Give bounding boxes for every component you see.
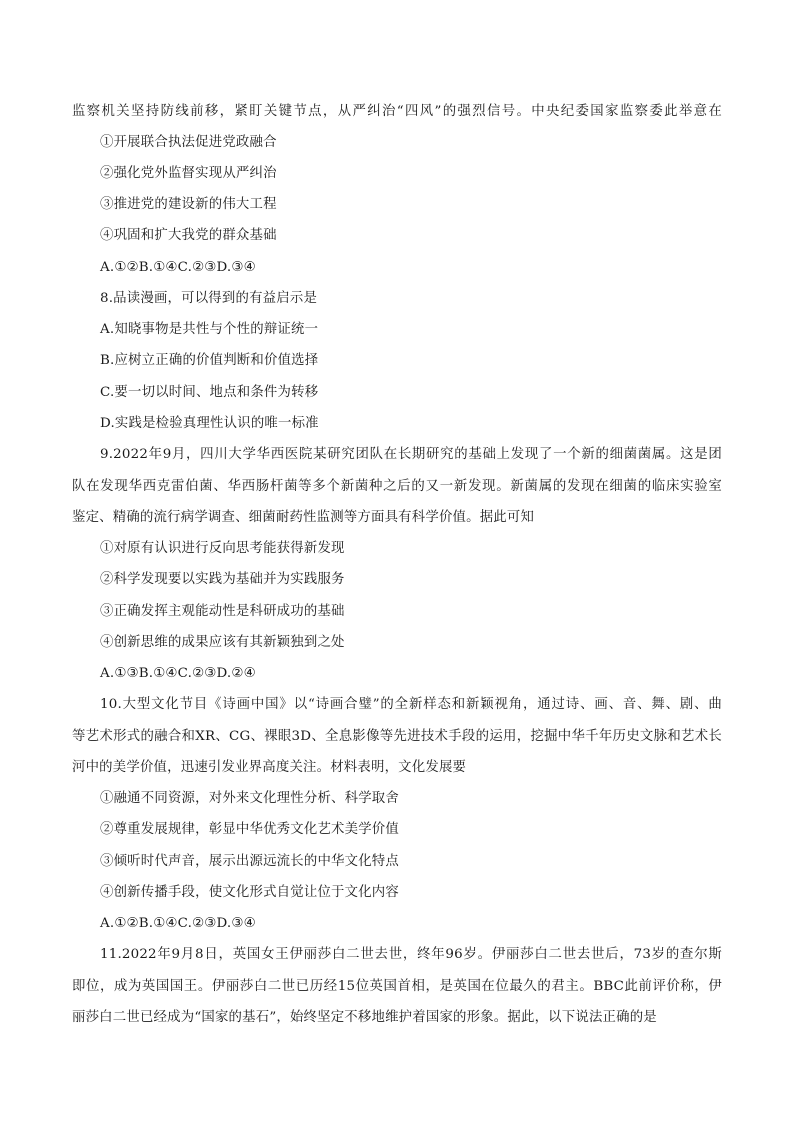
- q9-option-4: ④创新思维的成果应该有其新颖独到之处: [100, 635, 345, 650]
- q7-option-1: ①开展联合执法促进党政融合: [100, 135, 277, 150]
- q8-option-a: A.知晓事物是共性与个性的辩证统一: [100, 322, 319, 337]
- q7-option-2: ②强化党外监督实现从严纠治: [100, 166, 277, 181]
- q9-stem-line-2: 队在发现华西克雷伯菌、华西肠杆菌等多个新菌种之后的又一新发现。新菌属的发现在细菌的临床实验室: [72, 479, 722, 494]
- q9-answer-choices: A.①③B.①④C.②③D.②④: [100, 666, 256, 681]
- q7-option-4: ④巩固和扩大我党的群众基础: [100, 228, 277, 243]
- q10-stem-line-1: 10.大型文化节目《诗画中国》以“诗画合璧”的全新样态和新颖视角，通过诗、画、音、舞、剧、曲: [100, 697, 722, 712]
- q11-stem-line-2: 即位，成为英国国王。伊丽莎白二世已历经15位英国首相，是英国在位最久的君主。BBC此前评价称，伊: [72, 979, 722, 994]
- q8-stem: 8.品读漫画，可以得到的有益启示是: [100, 291, 318, 306]
- q10-option-2: ②尊重发展规律，彰显中华优秀文化艺术美学价值: [100, 822, 399, 837]
- q10-option-1: ①融通不同资源，对外来文化理性分析、科学取舍: [100, 791, 399, 806]
- q8-option-b: B.应树立正确的价值判断和价值选择: [100, 353, 319, 368]
- q10-option-3: ③倾听时代声音，展示出源远流长的中华文化特点: [100, 854, 399, 869]
- q10-option-4: ④创新传播手段，使文化形式自觉让位于文化内容: [100, 885, 399, 900]
- q10-stem-line-2: 等艺术形式的融合和XR、CG、裸眼3D、全息影像等先进技术手段的运用，挖掘中华千年历史文脉和艺术长: [72, 729, 722, 744]
- q8-option-d: D.实践是检验真理性认识的唯一标准: [100, 416, 319, 431]
- q10-stem-line-3: 河中的美学价值，迅速引发业界高度关注。材料表明，文化发展要: [72, 760, 467, 775]
- q11-stem-line-1: 11.2022年9月8日，英国女王伊丽莎白二世去世，终年96岁。伊丽莎白二世去世后，73岁的查尔斯: [100, 947, 722, 962]
- q8-option-c: C.要一切以时间、地点和条件为转移: [100, 385, 319, 400]
- q9-option-2: ②科学发现要以实践为基础并为实践服务: [100, 572, 345, 587]
- q9-option-1: ①对原有认识进行反向思考能获得新发现: [100, 541, 345, 556]
- q7-answer-choices: A.①②B.①④C.②③D.③④: [100, 260, 256, 275]
- q7-option-3: ③推进党的建设新的伟大工程: [100, 197, 277, 212]
- q10-answer-choices: A.①②B.①④C.②③D.③④: [100, 916, 256, 931]
- q7-stem-tail: 监察机关坚持防线前移，紧盯关键节点，从严纠治“四风”的强烈信号。中央纪委国家监察委此举意在: [72, 104, 722, 119]
- q9-stem-line-3: 鉴定、精确的流行病学调查、细菌耐药性监测等方面具有科学价值。据此可知: [72, 510, 535, 525]
- q9-stem-line-1: 9.2022年9月，四川大学华西医院某研究团队在长期研究的基础上发现了一个新的细菌菌属。这是团: [100, 447, 722, 462]
- q11-stem-line-3: 丽莎白二世已经成为“国家的基石”，始终坚定不移地维护着国家的形象。据此，以下说法正确的是: [72, 1010, 657, 1025]
- q9-option-3: ③正确发挥主观能动性是科研成功的基础: [100, 604, 345, 619]
